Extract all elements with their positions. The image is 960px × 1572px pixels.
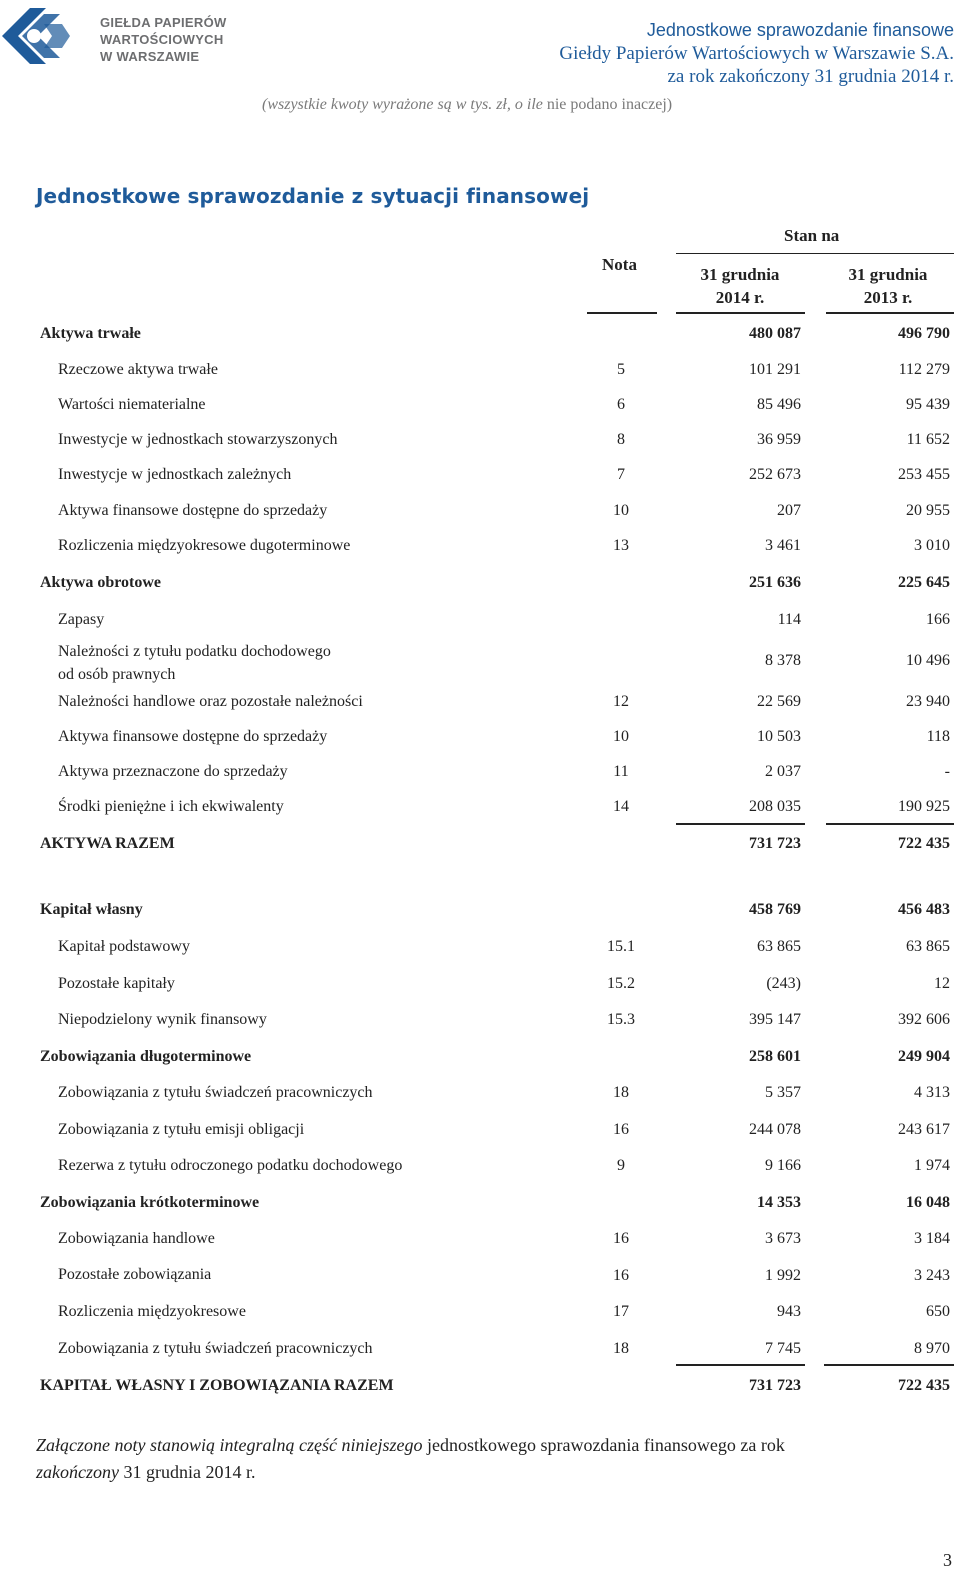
subtotal-rule-2013 [826, 823, 954, 825]
header-rule-2014 [676, 312, 805, 314]
row-nota: 13 [613, 537, 629, 554]
row-value-2013: 190 925 [898, 798, 950, 815]
row-nota: 7 [617, 466, 625, 483]
col-2013-line2: 2013 r. [863, 288, 913, 307]
row-value-2014: 3 461 [765, 537, 801, 554]
row-value-2014: 9 166 [765, 1157, 801, 1174]
logo-text-line3: W WARSZAWIE [100, 49, 200, 64]
row-label: Kapitał własny [40, 901, 143, 918]
row-value-2013: 12 [934, 975, 950, 992]
row-value-2014: 8 378 [765, 652, 801, 669]
footer-note [36, 1432, 956, 1486]
row-nota: 10 [613, 502, 629, 519]
row-nota: 8 [617, 431, 625, 448]
row-value-2014: 207 [777, 502, 801, 519]
row-value-2014: 14 353 [757, 1194, 801, 1211]
row-value-2014: 10 503 [757, 728, 801, 745]
row-value-2013: 118 [926, 728, 950, 745]
row-label: Aktywa trwałe [40, 325, 141, 342]
row-nota: 9 [617, 1157, 625, 1174]
footer-note-plain2: 31 grudnia 2014 r. [118, 1462, 256, 1482]
row-value-2014: 244 078 [749, 1121, 801, 1138]
row-value-2014: (243) [766, 975, 801, 992]
row-nota: 16 [613, 1230, 629, 1247]
row-value-2014: 114 [777, 611, 801, 628]
row-value-2013: 112 279 [898, 361, 950, 378]
header-line1: Jednostkowe sprawozdanie finansowe [646, 20, 954, 40]
row-value-2013: 225 645 [898, 574, 950, 591]
row-value-2013: 3 184 [914, 1230, 950, 1247]
row-nota: 16 [613, 1121, 629, 1138]
col-2013-header [828, 263, 948, 309]
row-value-2014: 258 601 [749, 1048, 801, 1065]
row-label: Pozostałe kapitały [58, 975, 175, 992]
row-nota: 18 [613, 1340, 629, 1357]
row-label-line1: Należności z tytułu podatku dochodowego [58, 643, 331, 660]
row-value-2013: 253 455 [898, 466, 950, 483]
stan-na-header: Stan na [784, 226, 840, 245]
row-label [58, 640, 331, 686]
row-value-2014: 480 087 [749, 325, 801, 342]
row-label: Aktywa finansowe dostępne do sprzedaży [58, 502, 328, 519]
page-number: 3 [943, 1550, 952, 1570]
row-value-2013: 496 790 [898, 325, 950, 342]
row-nota: 15.3 [607, 1011, 635, 1028]
total-rule-2013 [824, 1364, 954, 1366]
row-nota: 16 [613, 1267, 629, 1284]
row-value-2013: 166 [926, 611, 950, 628]
row-label: Zobowiązania z tytułu emisji obligacji [58, 1121, 305, 1138]
row-value-2013: 3 010 [914, 537, 950, 554]
row-label: KAPITAŁ WŁASNY I ZOBOWIĄZANIA RAZEM [40, 1377, 394, 1394]
logo-text-line2: WARTOŚCIOWYCH [100, 32, 224, 47]
row-nota: 11 [613, 763, 629, 780]
row-label: Zobowiązania długoterminowe [40, 1048, 252, 1065]
row-value-2013: 392 606 [898, 1011, 950, 1028]
row-label: Aktywa finansowe dostępne do sprzedaży [58, 728, 328, 745]
row-value-2014: 85 496 [757, 396, 801, 413]
row-value-2014: 63 865 [757, 938, 801, 955]
total-rule-2014 [676, 1364, 805, 1366]
row-nota: 18 [613, 1084, 629, 1101]
footer-note-plain: jednostkowego sprawozdania finansowego za rok [422, 1435, 785, 1455]
col-2014-line1: 31 grudnia [700, 265, 780, 284]
row-label: Rzeczowe aktywa trwałe [58, 361, 218, 378]
row-value-2014: 1 992 [765, 1267, 801, 1284]
row-value-2013: 456 483 [898, 901, 950, 918]
row-label: Zobowiązania krótkoterminowe [40, 1194, 260, 1211]
row-value-2014: 2 037 [765, 763, 801, 780]
row-label: Zobowiązania z tytułu świadczeń pracowniczych [58, 1084, 373, 1101]
row-value-2013: 8 970 [914, 1340, 950, 1357]
col-2013-line1: 31 grudnia [848, 265, 928, 284]
row-nota: 14 [613, 798, 629, 815]
row-label: Aktywa przeznaczone do sprzedaży [58, 763, 288, 780]
nota-header: Nota [602, 255, 637, 274]
stan-na-rule [676, 253, 954, 254]
row-value-2013: 1 974 [914, 1157, 950, 1174]
header-line2: Giełdy Papierów Wartościowych w Warszawie S.A. [559, 43, 954, 64]
row-label: Rozliczenia międzyokresowe dugoterminowe [58, 537, 351, 554]
row-value-2014: 7 745 [765, 1340, 801, 1357]
col-2014-line2: 2014 r. [715, 288, 765, 307]
row-value-2013: 10 496 [906, 652, 950, 669]
row-label: Rozliczenia międzyokresowe [58, 1303, 246, 1320]
row-value-2014: 208 035 [749, 798, 801, 815]
row-value-2013: 23 940 [906, 693, 950, 710]
row-value-2013: 243 617 [898, 1121, 950, 1138]
row-label: Inwestycje w jednostkach stowarzyszonych [58, 431, 338, 448]
row-value-2013: 650 [926, 1303, 950, 1320]
row-label-line2: od osób prawnych [58, 666, 176, 683]
row-value-2014: 36 959 [757, 431, 801, 448]
row-nota: 5 [617, 361, 625, 378]
row-label: Rezerwa z tytułu odroczonego podatku dochodowego [58, 1157, 403, 1174]
row-label: Pozostałe zobowiązania [58, 1266, 212, 1283]
row-value-2014: 3 673 [765, 1230, 801, 1247]
row-nota: 15.2 [607, 975, 635, 992]
row-value-2013: 95 439 [906, 396, 950, 413]
row-label: Zobowiązania z tytułu świadczeń pracowniczych [58, 1340, 373, 1357]
row-value-2013: 16 048 [906, 1194, 950, 1211]
row-nota: 12 [613, 693, 629, 710]
amounts-note-italic: (wszystkie kwoty wyrażone są w tys. zł, o ile [262, 96, 543, 113]
row-value-2014: 22 569 [757, 693, 801, 710]
row-value-2013: 249 904 [898, 1048, 950, 1065]
row-value-2013: 11 652 [906, 431, 950, 448]
row-value-2014: 943 [777, 1303, 801, 1320]
header-rule-2013 [826, 312, 954, 314]
row-nota: 6 [617, 396, 625, 413]
subtotal-rule-2014 [676, 823, 805, 825]
footer-note-italic2: zakończony [36, 1462, 119, 1482]
row-label: Zapasy [58, 611, 105, 628]
row-value-2014: 395 147 [749, 1011, 801, 1028]
row-value-2013: 3 243 [914, 1267, 950, 1284]
col-2014-header [680, 263, 800, 309]
row-value-2013: - [944, 763, 950, 780]
row-value-2014: 731 723 [749, 835, 801, 852]
page-title: Jednostkowe sprawozdanie z sytuacji finansowej [36, 184, 590, 208]
row-value-2014: 101 291 [749, 361, 801, 378]
amounts-note-plain: nie podano inaczej) [542, 96, 673, 113]
row-label: AKTYWA RAZEM [40, 835, 175, 852]
row-value-2013: 722 435 [898, 1377, 950, 1394]
row-value-2013: 4 313 [914, 1084, 950, 1101]
row-value-2013: 63 865 [906, 938, 950, 955]
row-nota: 10 [613, 728, 629, 745]
amounts-note [262, 96, 672, 114]
row-value-2013: 722 435 [898, 835, 950, 852]
header-rule-nota [587, 312, 657, 314]
row-value-2014: 251 636 [749, 574, 801, 591]
row-label: Środki pieniężne i ich ekwiwalenty [58, 798, 284, 815]
row-value-2013: 20 955 [906, 502, 950, 519]
row-label: Inwestycje w jednostkach zależnych [58, 466, 292, 483]
row-label: Aktywa obrotowe [40, 574, 162, 591]
row-value-2014: 5 357 [765, 1084, 801, 1101]
row-label: Wartości niematerialne [58, 396, 206, 413]
logo-text [100, 14, 227, 65]
row-label: Zobowiązania handlowe [58, 1230, 215, 1247]
row-label: Niepodzielony wynik finansowy [58, 1011, 267, 1028]
row-label: Należności handlowe oraz pozostałe należności [58, 693, 363, 710]
footer-note-italic: Załączone noty stanowią integralną część niniejszego [36, 1435, 423, 1455]
logo-text-line1: GIEŁDA PAPIERÓW [100, 15, 227, 30]
row-value-2014: 458 769 [749, 901, 801, 918]
row-nota: 17 [613, 1303, 629, 1320]
row-label: Kapitał podstawowy [58, 938, 190, 955]
header-line3: za rok zakończony 31 grudnia 2014 r. [667, 66, 954, 87]
row-nota: 15.1 [607, 938, 635, 955]
row-value-2014: 731 723 [749, 1377, 801, 1394]
row-value-2014: 252 673 [749, 466, 801, 483]
